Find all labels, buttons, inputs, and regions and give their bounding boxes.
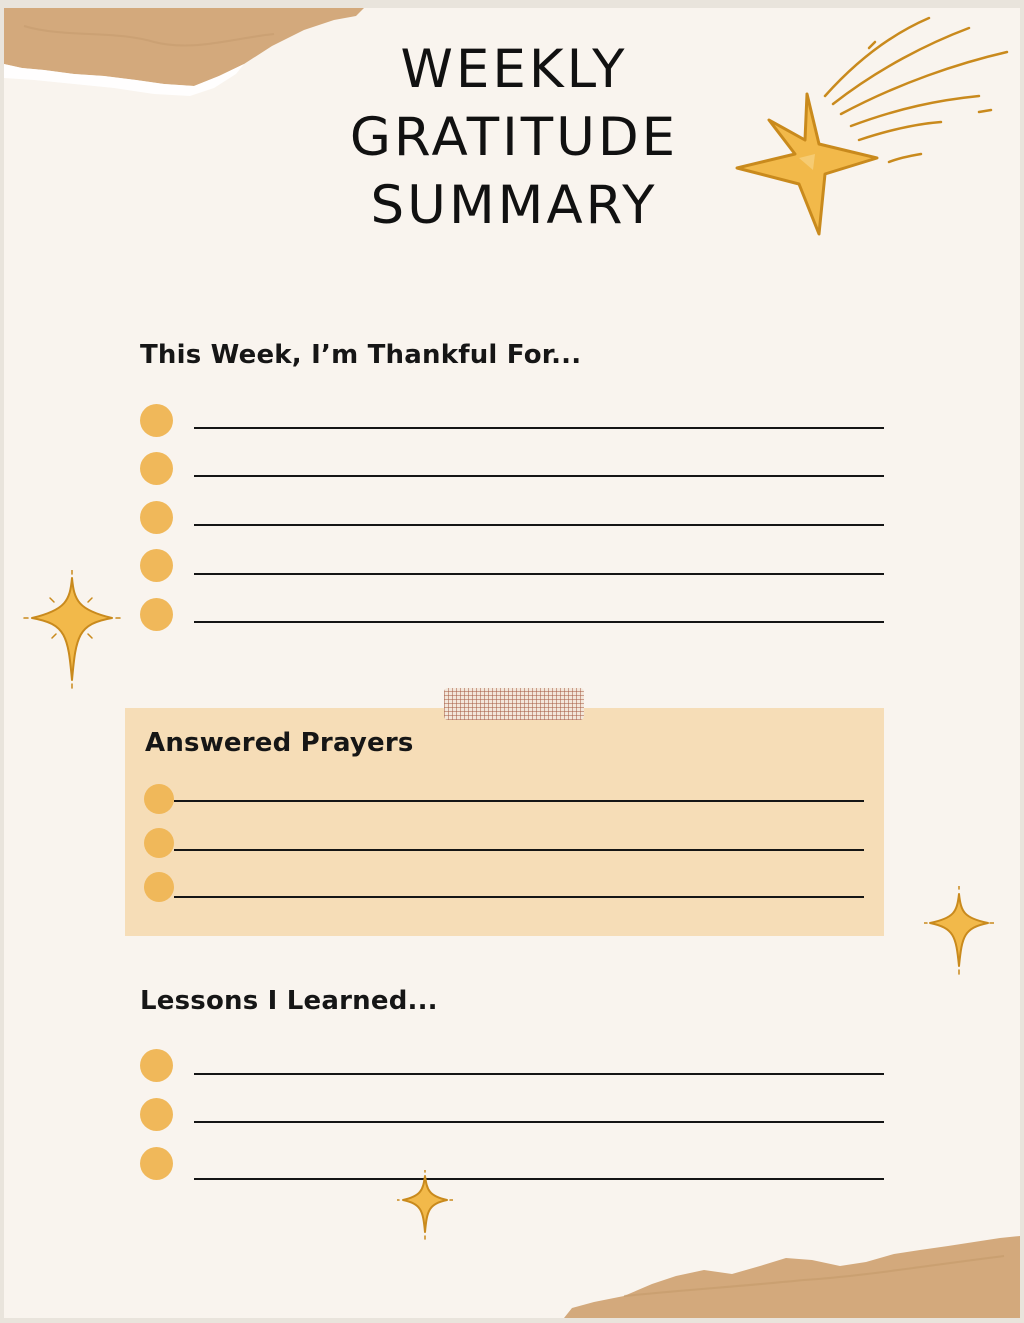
lesson-line-3[interactable] xyxy=(140,1147,884,1181)
prayer-line-3[interactable] xyxy=(144,872,864,906)
lessons-heading: Lessons I Learned... xyxy=(140,986,438,1016)
bullet-dot xyxy=(140,1098,173,1131)
thankful-line-3[interactable] xyxy=(140,501,884,535)
washi-tape xyxy=(444,688,584,720)
bullet-dot xyxy=(140,598,173,631)
write-line[interactable] xyxy=(174,800,864,802)
sparkle-icon-right xyxy=(924,886,994,976)
write-line[interactable] xyxy=(194,1178,884,1180)
bullet-dot xyxy=(140,1147,173,1180)
prayer-line-2[interactable] xyxy=(144,828,864,862)
lesson-line-1[interactable] xyxy=(140,1049,884,1083)
bullet-dot xyxy=(140,549,173,582)
sparkle-icon-left xyxy=(22,570,122,690)
torn-paper-bottom-right xyxy=(564,1236,1020,1318)
write-line[interactable] xyxy=(194,475,884,477)
thankful-line-5[interactable] xyxy=(140,598,884,632)
write-line[interactable] xyxy=(194,621,884,623)
sparkle-icon-bottom xyxy=(397,1170,453,1240)
thankful-heading: This Week, I’m Thankful For... xyxy=(140,340,582,370)
write-line[interactable] xyxy=(174,849,864,851)
bullet-dot xyxy=(144,828,174,858)
write-line[interactable] xyxy=(194,1121,884,1123)
write-line[interactable] xyxy=(194,427,884,429)
prayer-line-1[interactable] xyxy=(144,784,864,818)
lesson-line-2[interactable] xyxy=(140,1098,884,1132)
title-line-2: GRATITUDE xyxy=(349,107,679,168)
bullet-dot xyxy=(140,501,173,534)
write-line[interactable] xyxy=(194,524,884,526)
worksheet-page xyxy=(4,8,1020,1318)
thankful-line-4[interactable] xyxy=(140,549,884,583)
page-title xyxy=(254,36,774,240)
bullet-dot xyxy=(144,784,174,814)
title-line-1: WEEKLY xyxy=(400,39,628,100)
prayers-heading: Answered Prayers xyxy=(145,728,414,758)
write-line[interactable] xyxy=(194,1073,884,1075)
bullet-dot xyxy=(140,452,173,485)
title-line-3: SUMMARY xyxy=(370,175,658,236)
write-line[interactable] xyxy=(174,896,864,898)
shooting-star-icon xyxy=(729,8,1020,248)
bullet-dot xyxy=(140,1049,173,1082)
bullet-dot xyxy=(144,872,174,902)
thankful-line-2[interactable] xyxy=(140,452,884,486)
bullet-dot xyxy=(140,404,173,437)
write-line[interactable] xyxy=(194,573,884,575)
thankful-line-1[interactable] xyxy=(140,404,884,438)
